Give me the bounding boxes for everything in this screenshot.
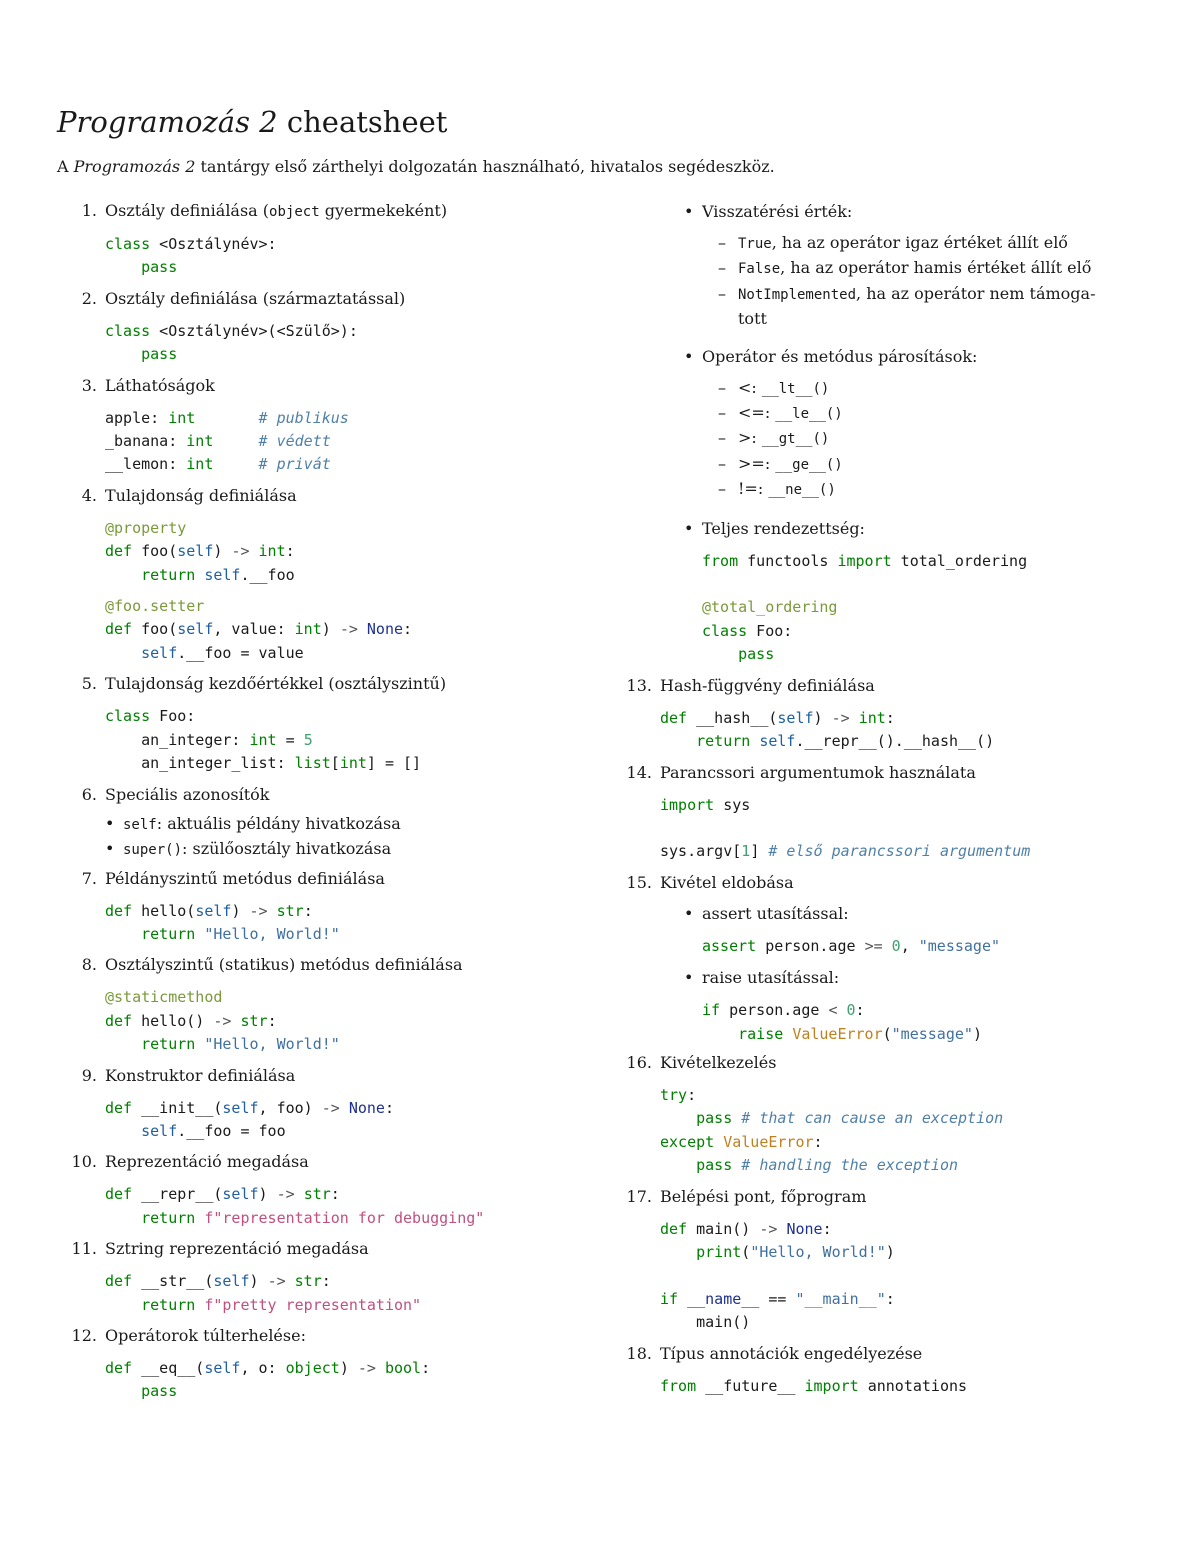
heading-text: Konstruktor definiálása [105,1065,296,1085]
list-item [738,231,1160,256]
operator: !=: [738,479,769,499]
section-15 [620,872,1160,1046]
section-number: 7. [81,868,97,888]
operator: <=: [738,403,776,423]
list-item [738,256,1160,281]
section-9 [57,1065,617,1144]
section-heading [57,784,617,806]
section-heading [620,1052,1160,1074]
section-number: 15. [626,872,652,892]
code-block: from __future__ import annotations [660,1376,968,1395]
code-block: from functools import total_ordering @total_ordering class Foo: pass [702,551,1028,664]
section-13 [620,675,1160,754]
section-2 [57,288,617,367]
section-number: 3. [81,375,97,395]
section-heading [57,375,617,397]
code-block: @property def foo(self) -> int: return self.__foo [105,518,295,584]
list-item [702,902,1160,958]
heading-text: Reprezentáció megadása [105,1152,309,1172]
method-name: __lt__() [761,380,830,397]
code-block: if person.age < 0: raise ValueError("message") [702,1001,982,1043]
section-number: 8. [81,955,97,975]
section-17 [620,1186,1160,1335]
list-item [738,426,1160,451]
list-code: False [738,261,781,278]
right-column [620,200,1160,1406]
section-number: 11. [71,1239,97,1259]
code-block: try: pass # that can cause an exception except ValueError: pass # handling the exception [660,1085,1004,1175]
heading-text: Osztály definiálása ( [105,201,270,220]
section-heading [57,200,617,223]
code-block: class <Osztálynév>(<Szülő>): pass [105,321,358,364]
section-number: 12. [71,1325,97,1345]
bullet-list [123,812,617,862]
intro-italic: Programozás 2 [73,157,196,176]
list-item [738,282,1160,331]
section-number: 6. [81,784,97,804]
code-block: def __hash__(self) -> int: return self.__repr__().__hash__() [660,708,995,751]
list-text: Visszatérési érték: [702,202,853,221]
section-12 [57,1325,617,1404]
list-code: super() [123,841,183,858]
list-text: : szülőosztály hivatkozása [182,838,392,858]
operator-list [738,376,1160,503]
heading-text: Tulajdonság kezdőértékkel (osztályszintű) [105,674,447,694]
code-block: @staticmethod def hello() -> str: return "Hello, World!" [105,988,340,1054]
section-heading [620,872,1160,894]
heading-text: Tulajdonság definiálása [105,485,297,505]
left-column [57,200,617,1412]
section-4 [57,485,617,665]
section-number: 1. [81,201,97,220]
list-item [702,200,1160,331]
heading-text: Parancssori argumentumok használata [660,762,976,782]
method-name: __ne__() [768,482,836,499]
section-heading [620,1186,1160,1208]
section-heading [57,868,617,890]
section-number: 16. [626,1052,652,1072]
list-code: NotImplemented [738,286,857,303]
section-18 [620,1343,1160,1398]
heading-text: Példányszintű metódus definiálása [105,868,385,888]
list-item [123,837,617,862]
list-item [738,376,1160,401]
heading-text: Láthatóságok [105,375,215,395]
title-rest: cheatsheet [277,105,448,139]
heading-text: Típus annotációk engedélyezése [660,1343,923,1363]
operator: >=: [738,453,776,473]
section-14 [620,762,1160,864]
intro-before: A [57,157,74,176]
section-number: 2. [81,288,97,308]
heading-text: Osztály definiálása (származtatással) [105,288,406,308]
list-item [738,452,1160,477]
code-block: import sys sys.argv[1] # első parancssori argumentum [660,795,1031,861]
section-number: 13. [626,675,652,695]
list-item [702,517,1160,667]
code-block: def __str__(self) -> str: return f"pretty representation" [105,1272,422,1314]
code-block: assert person.age >= 0, "message" [702,936,1001,955]
section-number: 5. [81,674,97,694]
operator: >: [738,428,762,448]
heading-text: Operátorok túlterhelése: [105,1325,306,1345]
section-5 [57,673,617,775]
section-number: 10. [71,1152,97,1172]
section-6 [57,784,617,862]
section-number: 18. [626,1343,652,1363]
code-block: def __repr__(self) -> str: return f"representation for debugging" [105,1185,485,1227]
section-number: 9. [81,1065,97,1085]
section-1 [57,200,617,280]
section-heading [57,1065,617,1087]
code-block: def main() -> None: print("Hello, World!") if __name__ == "__main__": main() [660,1219,895,1332]
code-block: @foo.setter def foo(self, value: int) -> None: self.__foo = value [105,597,413,662]
heading-text: Osztályszintű (statikus) metódus definiálása [105,955,463,975]
list-item [123,812,617,837]
section-number: 14. [626,762,652,782]
section-heading [57,673,617,695]
list-text: tott [738,309,767,329]
bullet-list [702,902,1160,1046]
heading-text: Speciális azonosítók [105,784,270,804]
section-number: 4. [81,485,97,505]
heading-text: Belépési pont, főprogram [660,1186,867,1206]
list-text: , ha az operátor nem támoga- [856,283,1096,303]
section-heading [57,1325,617,1347]
section-7 [57,868,617,947]
section-10 [57,1151,617,1230]
section-11 [57,1238,617,1317]
section-heading [620,1343,1160,1365]
list-text: assert utasítással: [702,903,849,923]
list-item [738,401,1160,426]
list-text: raise utasítással: [702,968,840,988]
heading-text: Sztring reprezentáció megadása [105,1239,369,1259]
section-number: 17. [626,1186,652,1206]
list-item [702,345,1160,503]
section-heading [620,762,1160,784]
section-heading [57,1238,617,1260]
operator: <: [738,377,762,397]
list-item [702,966,1160,1046]
list-text: Teljes rendezettség: [702,518,865,538]
section-3 [57,375,617,477]
code-block: def __init__(self, foo) -> None: self.__foo = foo [105,1098,394,1140]
title-italic: Programozás 2 [57,105,278,139]
intro-text [57,156,775,178]
section-heading [57,485,617,507]
list-code: True [738,236,772,252]
page-title [57,104,447,140]
heading-text: gyermekeként) [319,201,448,220]
section-8 [57,954,617,1056]
heading-text: Kivételkezelés [660,1052,777,1072]
list-code: self [123,816,157,833]
list-text: , ha az operátor hamis értéket állít elő [780,258,1092,278]
code-block: apple: int # publikus _banana: int # védett __lemon: int # privát [105,408,349,474]
list-text: : aktuális példány hivatkozása [156,813,401,833]
method-name: __ge__() [775,456,843,473]
list-text: Operátor és metódus párosítások: [702,346,978,366]
heading-code: object [269,204,320,220]
list-text: , ha az operátor igaz értéket állít elő [771,233,1068,252]
heading-text: Kivétel eldobása [660,872,794,892]
section-heading [620,675,1160,697]
method-name: __le__() [775,406,843,423]
list-item [738,477,1160,502]
method-name: __gt__() [761,431,830,448]
code-block: class Foo: an_integer: int = 5 an_integer_list: list[int] = [] [105,707,422,773]
code-block: def hello(self) -> str: return "Hello, World!" [105,901,340,943]
code-block: def __eq__(self, o: object) -> bool: pass [105,1358,431,1401]
section-heading [57,288,617,310]
intro-after: tantárgy első zárthelyi dolgozatán használható, hivatalos segédeszköz. [195,157,775,176]
code-block: class <Osztálynév>: pass [105,235,277,277]
section-heading [57,1151,617,1173]
return-value-list [738,231,1160,331]
heading-text: Hash-függvény definiálása [660,675,875,695]
section-16 [620,1052,1160,1178]
operator-overloading-details [702,200,1160,667]
section-heading [57,954,617,976]
